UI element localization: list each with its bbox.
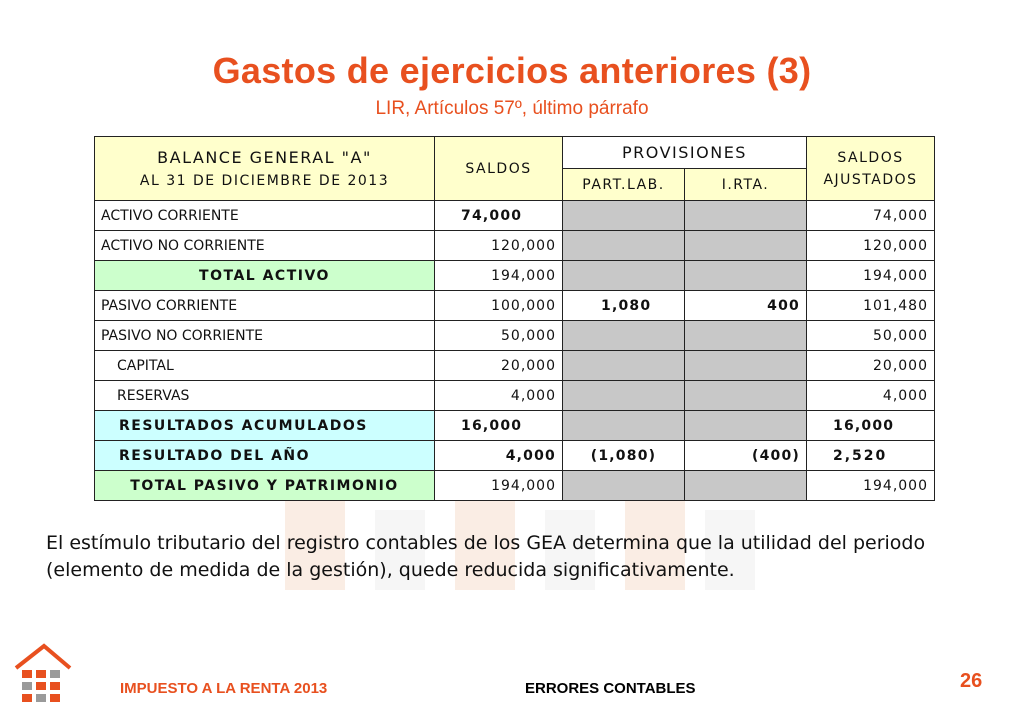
row-saldo: 20,000 <box>435 351 563 381</box>
table-row <box>95 351 935 381</box>
row-ajustado: 101,480 <box>807 291 935 321</box>
row-i-rta <box>685 351 807 381</box>
header-saldos-ajustados-line1: SALDOS <box>837 149 904 166</box>
row-label: ACTIVO CORRIENTE <box>95 201 435 231</box>
row-label: RESULTADO DEL AÑO <box>95 441 435 471</box>
row-i-rta: (400) <box>685 441 807 471</box>
row-saldo: 194,000 <box>435 471 563 501</box>
row-saldo: 50,000 <box>435 321 563 351</box>
header-part-lab: PART.LAB. <box>563 169 685 201</box>
slide-subtitle: LIR, Artículos 57º, último párrafo <box>375 98 649 119</box>
row-ajustado: 50,000 <box>807 321 935 351</box>
row-saldo: 4,000 <box>435 381 563 411</box>
row-part-lab <box>563 231 685 261</box>
row-saldo: 120,000 <box>435 231 563 261</box>
row-label: RESULTADOS ACUMULADOS <box>95 411 435 441</box>
row-part-lab <box>563 261 685 291</box>
row-label: RESERVAS <box>95 381 435 411</box>
row-label: PASIVO NO CORRIENTE <box>95 321 435 351</box>
balance-table <box>94 136 935 501</box>
row-ajustado: 194,000 <box>807 261 935 291</box>
row-i-rta <box>685 261 807 291</box>
row-part-lab <box>563 351 685 381</box>
page-number: 26 <box>960 670 983 692</box>
row-label: TOTAL ACTIVO <box>95 261 435 291</box>
row-saldo: 74,000 <box>435 201 563 231</box>
row-label: CAPITAL <box>95 351 435 381</box>
building-logo-icon <box>14 640 72 704</box>
row-ajustado: 4,000 <box>807 381 935 411</box>
row-part-lab <box>563 471 685 501</box>
table-row <box>95 321 935 351</box>
row-i-rta <box>685 471 807 501</box>
row-i-rta <box>685 321 807 351</box>
row-i-rta: 400 <box>685 291 807 321</box>
row-saldo: 100,000 <box>435 291 563 321</box>
row-label: PASIVO CORRIENTE <box>95 291 435 321</box>
header-balance <box>95 137 435 201</box>
row-part-lab <box>563 201 685 231</box>
row-label: ACTIVO NO CORRIENTE <box>95 231 435 261</box>
header-saldos-ajustados <box>807 137 935 201</box>
row-ajustado: 120,000 <box>807 231 935 261</box>
row-ajustado: 74,000 <box>807 201 935 231</box>
explanation-paragraph: El estímulo tributario del registro contables de los GEA determina que la utilidad del periodo (elemento de medida de la gestión), quede reducida significativamente. <box>46 532 926 581</box>
row-i-rta <box>685 381 807 411</box>
table-row <box>95 201 935 231</box>
row-part-lab: 1,080 <box>563 291 685 321</box>
table-row <box>95 381 935 411</box>
header-saldos-ajustados-line2: AJUSTADOS <box>823 171 918 188</box>
row-ajustado: 194,000 <box>807 471 935 501</box>
header-provisiones: PROVISIONES <box>563 137 807 169</box>
row-saldo: 194,000 <box>435 261 563 291</box>
slide-title: Gastos de ejercicios anteriores (3) <box>212 50 812 91</box>
row-label: TOTAL PASIVO Y PATRIMONIO <box>95 471 435 501</box>
row-part-lab <box>563 321 685 351</box>
table-row <box>95 231 935 261</box>
row-ajustado: 16,000 <box>807 411 935 441</box>
table-row <box>95 291 935 321</box>
row-i-rta <box>685 231 807 261</box>
row-part-lab: (1,080) <box>563 441 685 471</box>
row-saldo: 4,000 <box>435 441 563 471</box>
row-saldo: 16,000 <box>435 411 563 441</box>
footer-left-text: IMPUESTO A LA RENTA 2013 <box>120 680 328 697</box>
row-part-lab <box>563 381 685 411</box>
row-ajustado-highlight: 2,520 <box>807 441 935 471</box>
row-i-rta <box>685 411 807 441</box>
table-row <box>95 441 935 471</box>
header-balance-line2: AL 31 DE DICIEMBRE DE 2013 <box>139 173 390 189</box>
row-part-lab <box>563 411 685 441</box>
row-ajustado: 20,000 <box>807 351 935 381</box>
table-row <box>95 411 935 441</box>
header-balance-line1: BALANCE GENERAL "A" <box>157 148 372 167</box>
row-i-rta <box>685 201 807 231</box>
header-saldos: SALDOS <box>435 137 563 201</box>
footer-center-text: ERRORES CONTABLES <box>525 680 696 697</box>
header-i-rta: I.RTA. <box>685 169 807 201</box>
table-row <box>95 261 935 291</box>
table-row <box>95 471 935 501</box>
